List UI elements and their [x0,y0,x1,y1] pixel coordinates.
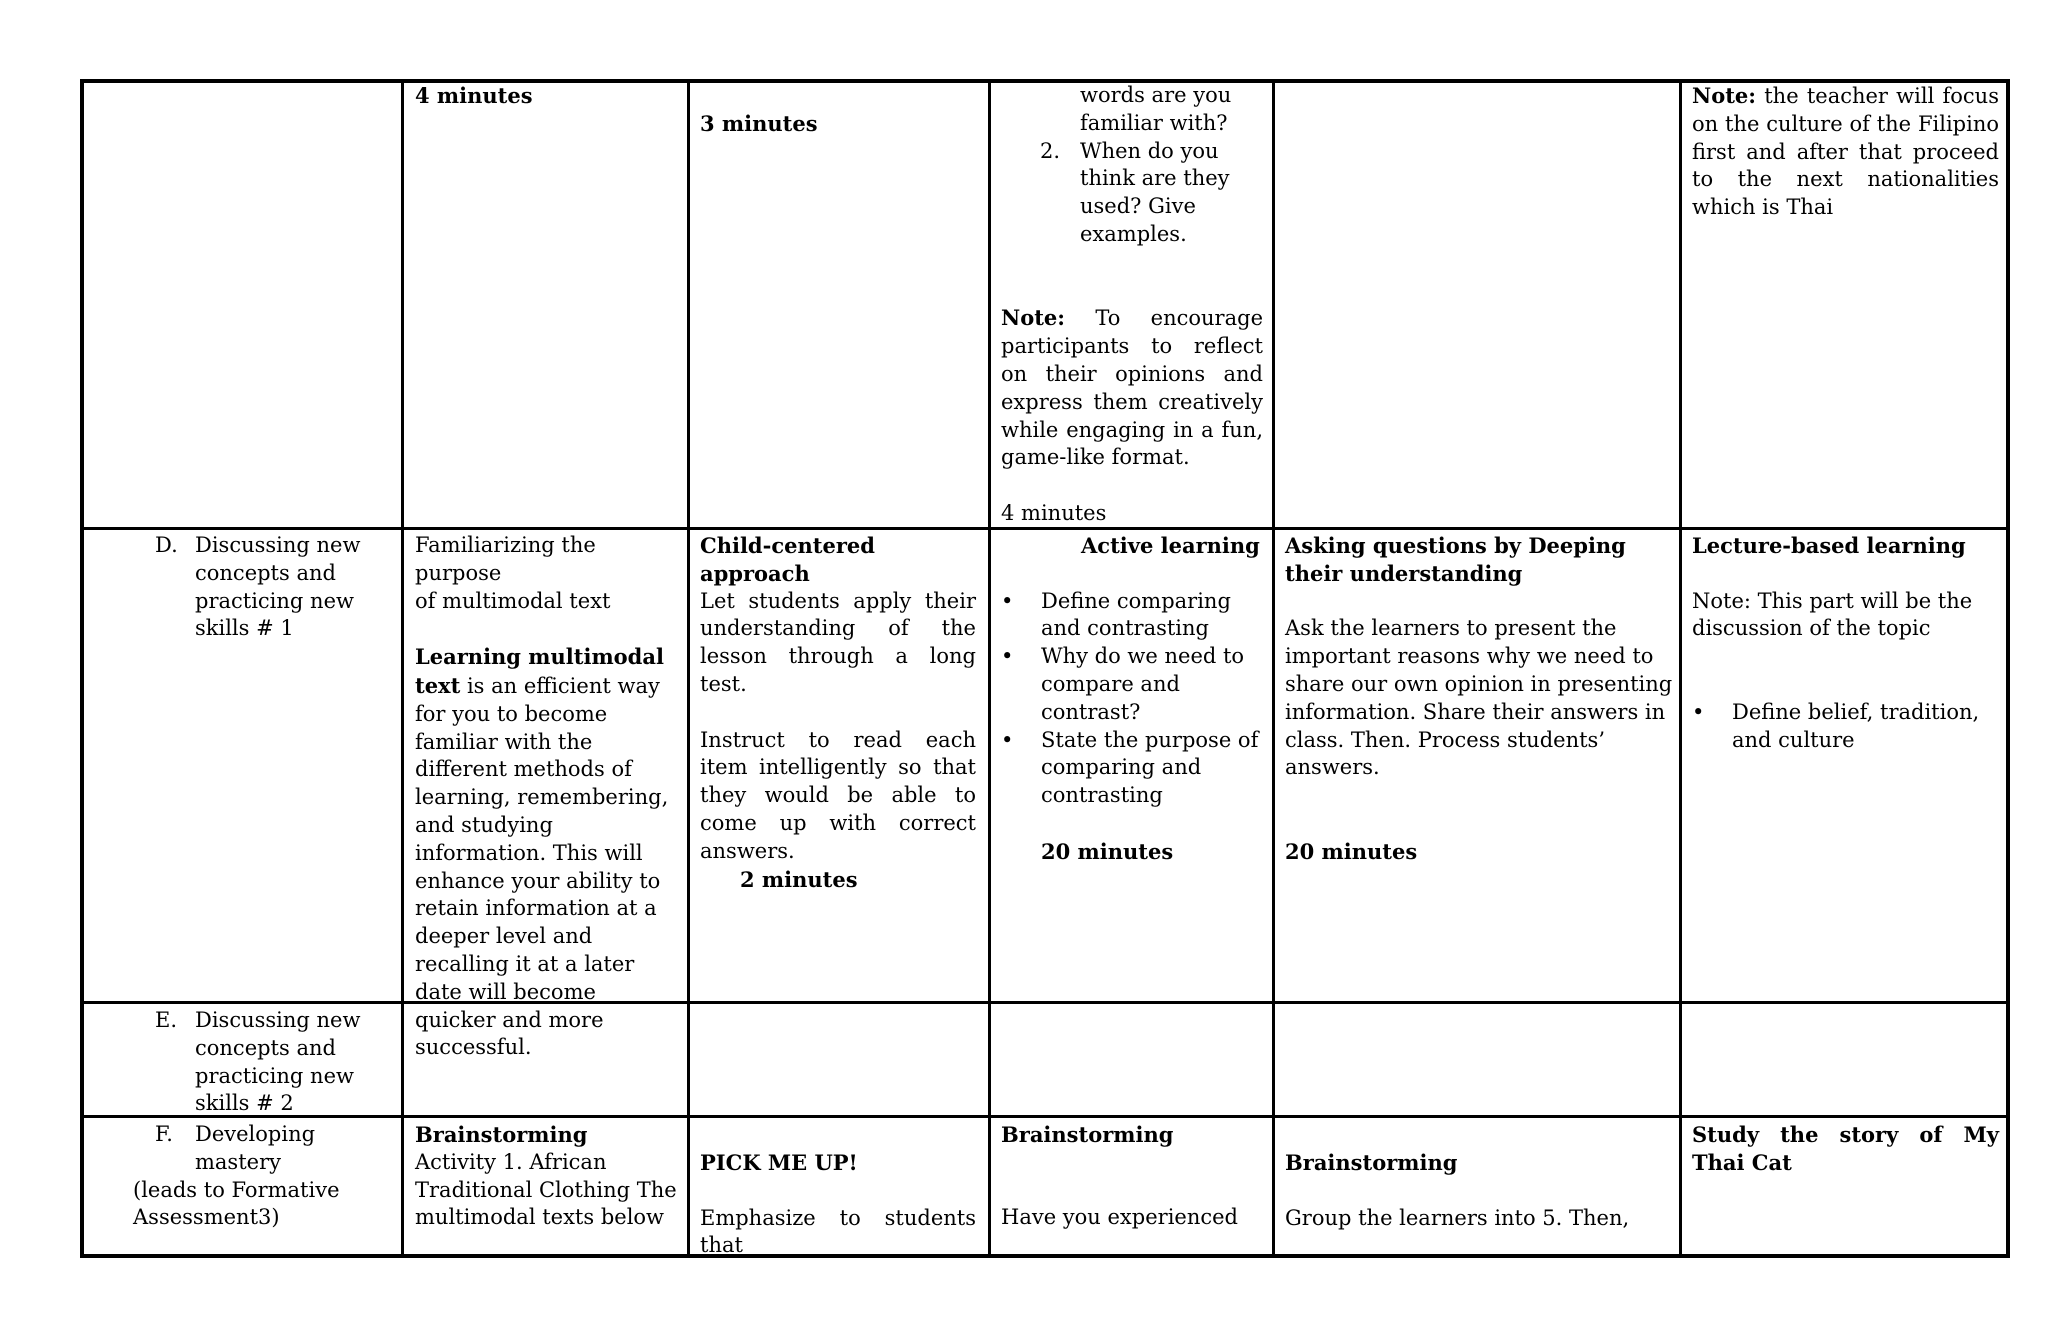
column-divider [1679,79,1682,1258]
label-line: skills # 2 [195,1091,294,1116]
column-divider [988,79,991,1258]
column-divider [1272,79,1275,1258]
row-d-label [155,532,395,643]
label-line: practicing new [195,1063,354,1088]
row-c-col4-cell [1001,82,1263,528]
time-label: 2 minutes [740,866,858,892]
body-line: Have you experienced [1001,1205,1238,1230]
activity-heading: Brainstorming [1001,1122,1174,1147]
row-f-label [133,1121,398,1232]
label-line: (leads to Formative [133,1177,340,1202]
row-letter: D. [155,533,178,557]
label-line: Discussing new [195,1008,361,1032]
numbered-question [1001,138,1263,249]
note-text: the teacher will focus on the culture of the Filipino first and after that proceed to the next nationalities which is Thai [1692,84,1999,220]
row-f-col4-cell [1001,1121,1263,1232]
row-letter: F. [155,1122,173,1146]
approach-heading: Active learning [1081,533,1260,558]
question-number: 2. [1040,138,1061,163]
list-item: • State the purpose of comparing and contrasting [1001,727,1271,810]
activity-heading: PICK ME UP! [700,1150,858,1175]
body-line: Emphasize to students that [700,1205,976,1258]
time-label: 20 minutes [1041,838,1174,864]
question-line: think are they [1080,166,1230,191]
bullet-list [1001,588,1271,810]
question-line: words are you [1080,83,1232,107]
time-label: 4 minutes [1001,500,1107,525]
row-d-col4-cell [1001,532,1271,866]
row-c-col2-time: 4 minutes [415,83,533,108]
paragraph: Ask the learners to present the important reasons why we need to share our own opinion in presenting information. Share their answers in class. Then. Process students’ answers. [1285,616,1673,780]
column-divider [401,79,404,1258]
label-line: skills # 1 [195,616,294,641]
row-f-col2-cell [415,1121,683,1232]
list-item: • Define belief, tradition, and culture [1692,699,1992,755]
note-label: Note: [1692,83,1757,108]
time-label: 20 minutes [1285,838,1418,864]
row-c-col3-time: 3 minutes [700,111,818,136]
label-line: concepts and [195,560,336,585]
row-divider [80,1001,2010,1004]
intro-line: of multimodal text [415,588,611,613]
label-line: practicing new [195,588,354,613]
approach-heading: Asking questions by Deeping their understanding [1285,533,1626,586]
list-item: • Define comparing and contrasting [1001,588,1271,644]
bullet-list [1692,699,1992,755]
multimodal-paragraph [415,643,683,1062]
row-d-col5-cell [1285,532,1675,866]
body-line: multimodal texts below [415,1205,665,1230]
note-text: To encourage participants to reflect on their opinions and express them creatively while engaging in a fun, game-like format. [1001,306,1263,470]
label-line: Developing mastery [195,1122,316,1174]
row-f-col6-heading: Study the story of My Thai Cat [1692,1122,1999,1175]
row-c-col6-note [1692,82,1999,222]
body-line: Traditional Clothing The [415,1177,677,1202]
paragraph: Instruct to read each item intelligently so that they would be able to come up with correct answers. [700,727,976,863]
paragraph: Let students apply their understanding of the lesson through a long test. [700,588,976,696]
approach-heading: Child-centered approach [700,533,875,586]
label-line: Assessment3) [133,1205,280,1230]
bold-term: Learning multimodal text [415,644,664,698]
row-letter: E. [155,1008,178,1032]
question-line: When do you [1080,138,1219,163]
activity-heading: Brainstorming [1285,1150,1458,1175]
paragraph-body: is an efficient way for you to become familiar with the different methods of learning, remembering, and studying information. This will enhance your ability to retain information at a deeper level and recalling it at a later date will become quicker and more successful. [415,673,669,1060]
question-line: used? Give [1080,194,1196,219]
approach-heading: Lecture-based learning [1692,533,1966,558]
intro-line: Familiarizing the purpose [415,533,596,585]
label-line: concepts and [195,1035,336,1060]
activity-heading: Brainstorming [415,1122,588,1147]
row-e-label [155,1007,395,1118]
note-label: Note: [1001,305,1066,331]
row-d-col2-cell [415,532,683,1062]
question-line: familiar with? [1080,110,1228,135]
note-paragraph: Note: This part will be the discussion of the topic [1692,588,1973,641]
note-paragraph [1001,304,1263,472]
row-f-col5-cell [1285,1149,1675,1232]
column-divider [687,79,690,1258]
row-d-col6-cell [1692,532,1992,754]
label-line: Discussing new [195,533,361,557]
row-f-col3-cell [700,1149,976,1260]
body-line: Activity 1. African [415,1149,607,1174]
body-line: Group the learners into 5. Then, [1285,1205,1630,1230]
list-item: • Why do we need to compare and contrast? [1001,643,1271,726]
row-d-col3-cell [700,532,976,893]
question-line: examples. [1080,221,1187,246]
